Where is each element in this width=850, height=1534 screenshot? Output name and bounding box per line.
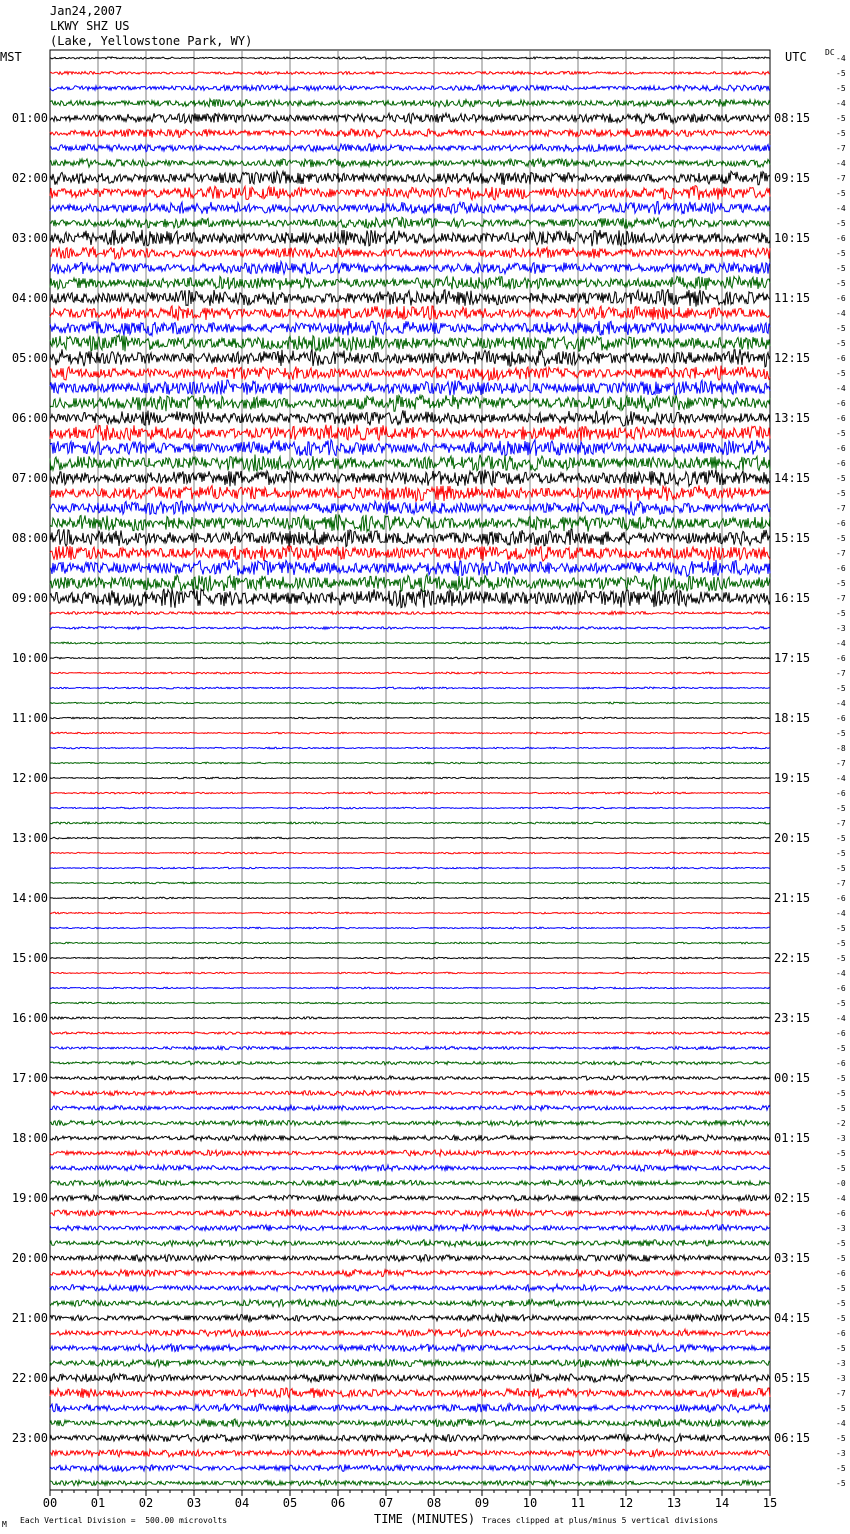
right-hour-label: 17:15: [774, 651, 811, 665]
seismic-trace: [50, 1374, 770, 1383]
dc-offset-label: -5: [836, 1479, 846, 1488]
x-tick-label: 02: [138, 1496, 154, 1510]
dc-offset-label: -5: [836, 1149, 846, 1158]
dc-offset-label: -7: [836, 669, 846, 678]
seismic-trace: [50, 1120, 770, 1126]
left-hour-label: 20:00: [11, 1251, 48, 1265]
seismic-trace: [50, 687, 770, 689]
dc-offset-label: -7: [836, 1389, 846, 1398]
right-hour-label: 02:15: [774, 1191, 811, 1205]
x-tick-label: 13: [666, 1496, 682, 1510]
left-hour-label: 08:00: [11, 531, 48, 545]
dc-offset-label: -7: [836, 879, 846, 888]
dc-offset-label: -6: [836, 654, 846, 663]
right-hour-label: 18:15: [774, 711, 811, 725]
seismic-trace: [50, 380, 770, 395]
seismic-trace: [50, 1017, 770, 1019]
left-timezone-label: MST: [0, 50, 22, 64]
right-hour-label: 23:15: [774, 1011, 811, 1025]
seismic-trace: [50, 99, 770, 107]
seismic-trace: [50, 867, 770, 869]
dc-offset-label: -3: [836, 1134, 846, 1143]
dc-offset-label: -6: [836, 714, 846, 723]
seismic-trace: [50, 927, 770, 929]
seismic-trace: [50, 560, 770, 577]
seismic-trace: [50, 1165, 770, 1171]
dc-offset-label: -5: [836, 1254, 846, 1263]
seismic-trace: [50, 882, 770, 884]
x-tick-label: 07: [378, 1496, 394, 1510]
dc-offset-label: -5: [836, 489, 846, 498]
left-hour-label: 17:00: [11, 1071, 48, 1085]
dc-offset-label: -5: [836, 1299, 846, 1308]
seismic-trace: [50, 366, 770, 381]
dc-offset-label: -6: [836, 789, 846, 798]
right-hour-label: 21:15: [774, 891, 811, 905]
seismic-trace: [50, 732, 770, 734]
dc-offset-label: -5: [836, 579, 846, 588]
left-hour-label: 22:00: [11, 1371, 48, 1385]
seismic-trace: [50, 837, 770, 839]
dc-offset-label: -5: [836, 684, 846, 693]
dc-offset-label: -3: [836, 1224, 846, 1233]
dc-offset-label: -4: [836, 774, 846, 783]
left-hour-label: 02:00: [11, 171, 48, 185]
seismic-trace: [50, 942, 770, 944]
dc-offset-label: -4: [836, 639, 846, 648]
seismic-trace: [50, 1150, 770, 1156]
dc-offset-label: -5: [836, 1164, 846, 1173]
seismic-trace: [50, 529, 770, 547]
x-tick-label: 00: [42, 1496, 58, 1510]
seismic-trace: [50, 702, 770, 704]
right-hour-label: 10:15: [774, 231, 811, 245]
dc-offset-label: -4: [836, 969, 846, 978]
left-hour-label: 09:00: [11, 591, 48, 605]
seismic-trace: [50, 672, 770, 674]
dc-offset-label: -5: [836, 1434, 846, 1443]
seismic-trace: [50, 289, 770, 306]
dc-offset-label: -7: [836, 504, 846, 513]
left-hour-label: 16:00: [11, 1011, 48, 1025]
seismic-trace: [50, 1434, 770, 1442]
dc-offset-label: -5: [836, 999, 846, 1008]
seismic-trace: [50, 792, 770, 794]
dc-offset-label: -6: [836, 564, 846, 573]
seismic-trace: [50, 852, 770, 854]
x-tick-label: 11: [570, 1496, 586, 1510]
right-hour-label: 12:15: [774, 351, 811, 365]
dc-offset-label: -7: [836, 144, 846, 153]
seismic-trace: [50, 642, 770, 644]
seismic-trace: [50, 574, 770, 591]
seismic-trace: [50, 1360, 770, 1367]
seismic-trace: [50, 470, 770, 487]
seismic-trace: [50, 1076, 770, 1080]
dc-offset-label: -5: [836, 609, 846, 618]
x-tick-label: 10: [522, 1496, 538, 1510]
left-hour-label: 03:00: [11, 231, 48, 245]
left-hour-label: 12:00: [11, 771, 48, 785]
left-hour-label: 05:00: [11, 351, 48, 365]
seismic-trace: [50, 972, 770, 974]
left-hour-label: 10:00: [11, 651, 48, 665]
seismic-trace: [50, 395, 770, 412]
dc-offset-label: -7: [836, 759, 846, 768]
station-code: LKWY SHZ US: [50, 19, 130, 33]
dc-offset-label: -8: [836, 744, 846, 753]
seismic-trace: [50, 897, 770, 899]
seismic-trace: [50, 1404, 770, 1413]
left-hour-label: 18:00: [11, 1131, 48, 1145]
dc-offset-label: -5: [836, 1404, 846, 1413]
seismic-trace: [50, 657, 770, 659]
dc-offset-label: -4: [836, 1014, 846, 1023]
seismic-trace: [50, 1344, 770, 1352]
seismic-trace: [50, 276, 770, 289]
dc-offset-label: -6: [836, 894, 846, 903]
dc-offset-label: -5: [836, 84, 846, 93]
dc-offset-label: -4: [836, 909, 846, 918]
dc-offset-label: -4: [836, 1194, 846, 1203]
seismic-trace: [50, 349, 770, 367]
seismic-trace: [50, 1388, 770, 1398]
dc-offset-label: -5: [836, 219, 846, 228]
left-hour-label: 04:00: [11, 291, 48, 305]
seismic-trace: [50, 1180, 770, 1186]
seismic-trace: [50, 113, 770, 124]
dc-offset-label: -5: [836, 939, 846, 948]
seismic-trace: [50, 71, 770, 74]
seismic-trace: [50, 501, 770, 515]
seismic-trace: [50, 171, 770, 185]
seismic-trace: [50, 1480, 770, 1486]
seismic-trace: [50, 1255, 770, 1262]
dc-offset-label: -5: [836, 369, 846, 378]
dc-offset-label: -5: [836, 1464, 846, 1473]
dc-offset-label: -5: [836, 834, 846, 843]
dc-offset-label: -6: [836, 234, 846, 243]
dc-offset-label: -5: [836, 279, 846, 288]
dc-offset-label: -6: [836, 1029, 846, 1038]
seismic-trace: [50, 1315, 770, 1322]
x-tick-label: 06: [330, 1496, 346, 1510]
dc-offset-label: -6: [836, 294, 846, 303]
dc-offset-label: -5: [836, 1089, 846, 1098]
dc-offset-label: -5: [836, 1284, 846, 1293]
dc-offset-label: -5: [836, 429, 846, 438]
dc-offset-label: -5: [836, 729, 846, 738]
seismic-trace: [50, 777, 770, 779]
seismic-trace: [50, 1270, 770, 1277]
left-hour-label: 01:00: [11, 111, 48, 125]
seismic-trace: [50, 262, 770, 275]
dc-offset-label: -5: [836, 339, 846, 348]
left-hour-label: 21:00: [11, 1311, 48, 1325]
right-hour-label: 08:15: [774, 111, 811, 125]
dc-offset-label: -5: [836, 249, 846, 258]
seismic-trace: [50, 186, 770, 200]
dc-offset-label: -5: [836, 1074, 846, 1083]
dc-offset-label: -5: [836, 1344, 846, 1353]
seismic-trace: [50, 1240, 770, 1247]
seismic-trace: [50, 611, 770, 614]
seismic-trace: [50, 1464, 770, 1471]
dc-offset-label: -5: [836, 69, 846, 78]
dc-offset-label: -3: [836, 1359, 846, 1368]
dc-offset-label: -6: [836, 1269, 846, 1278]
right-hour-label: 11:15: [774, 291, 811, 305]
x-axis-title: TIME (MINUTES): [374, 1512, 476, 1526]
seismic-trace: [50, 1195, 770, 1201]
left-hour-label: 19:00: [11, 1191, 48, 1205]
right-hour-label: 14:15: [774, 471, 811, 485]
dc-offset-label: -4: [836, 699, 846, 708]
dc-offset-label: -5: [836, 849, 846, 858]
seismic-trace: [50, 957, 770, 959]
dc-offset-label: -5: [836, 324, 846, 333]
dc-offset-label: -5: [836, 129, 846, 138]
seismic-trace: [50, 1002, 770, 1004]
seismic-trace: [50, 1329, 770, 1337]
left-hour-label: 13:00: [11, 831, 48, 845]
seismic-trace: [50, 1046, 770, 1049]
dc-offset-label: -5: [836, 954, 846, 963]
seismic-trace: [50, 1091, 770, 1096]
dc-offset-label: -5: [836, 924, 846, 933]
dc-offset-label: -4: [836, 204, 846, 213]
left-hour-label: 06:00: [11, 411, 48, 425]
dc-offset-label: -3: [836, 624, 846, 633]
seismic-trace: [50, 1419, 770, 1427]
dc-offset-label: -7: [836, 594, 846, 603]
vertical-scale-note: Each Vertical Division = 500.00 microvolts: [20, 1516, 228, 1525]
dc-offset-label: -6: [836, 444, 846, 453]
seismic-trace: [50, 822, 770, 824]
dc-offset-label: -3: [836, 1449, 846, 1458]
dc-label: DC: [825, 48, 835, 57]
right-hour-label: 05:15: [774, 1371, 811, 1385]
seismic-trace: [50, 217, 770, 228]
right-hour-label: 00:15: [774, 1071, 811, 1085]
dc-offset-label: -4: [836, 99, 846, 108]
dc-offset-label: -5: [836, 114, 846, 123]
seismic-trace: [50, 762, 770, 764]
x-tick-label: 04: [234, 1496, 250, 1510]
right-hour-label: 04:15: [774, 1311, 811, 1325]
seismic-trace: [50, 85, 770, 91]
right-hour-label: 09:15: [774, 171, 811, 185]
dc-offset-label: -4: [836, 384, 846, 393]
seismic-trace: [50, 1284, 770, 1291]
dc-offset-label: -4: [836, 309, 846, 318]
seismic-trace: [50, 440, 770, 456]
seismic-trace: [50, 306, 770, 321]
dc-offset-label: -2: [836, 1119, 846, 1128]
dc-offset-label: -7: [836, 174, 846, 183]
seismic-trace: [50, 1032, 770, 1035]
dc-offset-label: -6: [836, 1059, 846, 1068]
station-location: (Lake, Yellowstone Park, WY): [50, 34, 253, 48]
x-tick-label: 01: [90, 1496, 106, 1510]
seismic-trace: [50, 1449, 770, 1457]
dc-offset-label: -6: [836, 984, 846, 993]
dc-offset-label: -0: [836, 1179, 846, 1188]
dc-offset-label: -6: [836, 519, 846, 528]
right-hour-label: 03:15: [774, 1251, 811, 1265]
x-tick-label: 09: [474, 1496, 490, 1510]
right-hour-label: 19:15: [774, 771, 811, 785]
left-hour-label: 15:00: [11, 951, 48, 965]
left-hour-label: 23:00: [11, 1431, 48, 1445]
dc-offset-label: -6: [836, 1329, 846, 1338]
dc-offset-label: -7: [836, 549, 846, 558]
right-hour-label: 16:15: [774, 591, 811, 605]
dc-offset-label: -5: [836, 804, 846, 813]
dc-offset-label: -3: [836, 1374, 846, 1383]
right-hour-label: 22:15: [774, 951, 811, 965]
dc-offset-label: -6: [836, 1209, 846, 1218]
x-tick-label: 12: [618, 1496, 634, 1510]
x-tick-label: 03: [186, 1496, 202, 1510]
dc-offset-label: -7: [836, 819, 846, 828]
dc-offset-label: -5: [836, 189, 846, 198]
seismic-trace: [50, 455, 770, 472]
x-tick-label: 14: [714, 1496, 730, 1510]
right-hour-label: 15:15: [774, 531, 811, 545]
seismic-trace: [50, 230, 770, 246]
seismic-trace: [50, 410, 770, 426]
x-tick-label: 05: [282, 1496, 298, 1510]
x-tick-label: 08: [426, 1496, 442, 1510]
dc-offset-label: -5: [836, 534, 846, 543]
seismic-trace: [50, 1299, 770, 1306]
seismic-trace: [50, 627, 770, 630]
dc-offset-label: -5: [836, 864, 846, 873]
dc-offset-label: -6: [836, 399, 846, 408]
seismic-trace: [50, 425, 770, 442]
dc-offset-label: -4: [836, 1419, 846, 1428]
right-hour-label: 06:15: [774, 1431, 811, 1445]
seismic-trace: [50, 335, 770, 352]
seismic-trace: [50, 321, 770, 336]
dc-offset-label: -6: [836, 354, 846, 363]
dc-offset-label: -5: [836, 264, 846, 273]
footer-mark: M: [2, 1520, 7, 1529]
seismic-trace: [50, 987, 770, 989]
plot-date: Jan24,2007: [50, 4, 123, 18]
seismic-trace: [50, 514, 770, 531]
dc-offset-label: -5: [836, 1239, 846, 1248]
seismic-trace: [50, 1105, 770, 1110]
seismic-trace: [50, 57, 770, 59]
dc-offset-label: -4: [836, 54, 846, 63]
seismic-trace: [50, 1135, 770, 1141]
x-tick-label: 15: [762, 1496, 778, 1510]
seismic-trace: [50, 546, 770, 562]
dc-offset-label: -5: [836, 474, 846, 483]
right-hour-label: 01:15: [774, 1131, 811, 1145]
seismic-trace: [50, 807, 770, 809]
dc-offset-label: -5: [836, 1044, 846, 1053]
right-hour-label: 20:15: [774, 831, 811, 845]
seismic-trace: [50, 717, 770, 719]
left-hour-label: 14:00: [11, 891, 48, 905]
dc-offset-label: -5: [836, 1104, 846, 1113]
dc-offset-label: -5: [836, 1314, 846, 1323]
seismic-trace: [50, 129, 770, 138]
right-timezone-label: UTC: [785, 50, 807, 64]
clipping-note: Traces clipped at plus/minus 5 vertical divisions: [482, 1516, 719, 1525]
left-hour-label: 07:00: [11, 471, 48, 485]
seismic-trace: [50, 486, 770, 502]
seismic-trace: [50, 247, 770, 259]
seismic-trace: [50, 1209, 770, 1216]
seismic-trace: [50, 159, 770, 168]
left-hour-label: 11:00: [11, 711, 48, 725]
seismic-trace: [50, 1225, 770, 1232]
seismic-trace: [50, 1061, 770, 1065]
seismic-trace: [50, 747, 770, 749]
seismic-trace: [50, 144, 770, 152]
seismic-trace: [50, 202, 770, 215]
dc-offset-label: -6: [836, 414, 846, 423]
seismic-trace: [50, 912, 770, 914]
dc-offset-label: -4: [836, 159, 846, 168]
dc-offset-label: -6: [836, 459, 846, 468]
right-hour-label: 13:15: [774, 411, 811, 425]
